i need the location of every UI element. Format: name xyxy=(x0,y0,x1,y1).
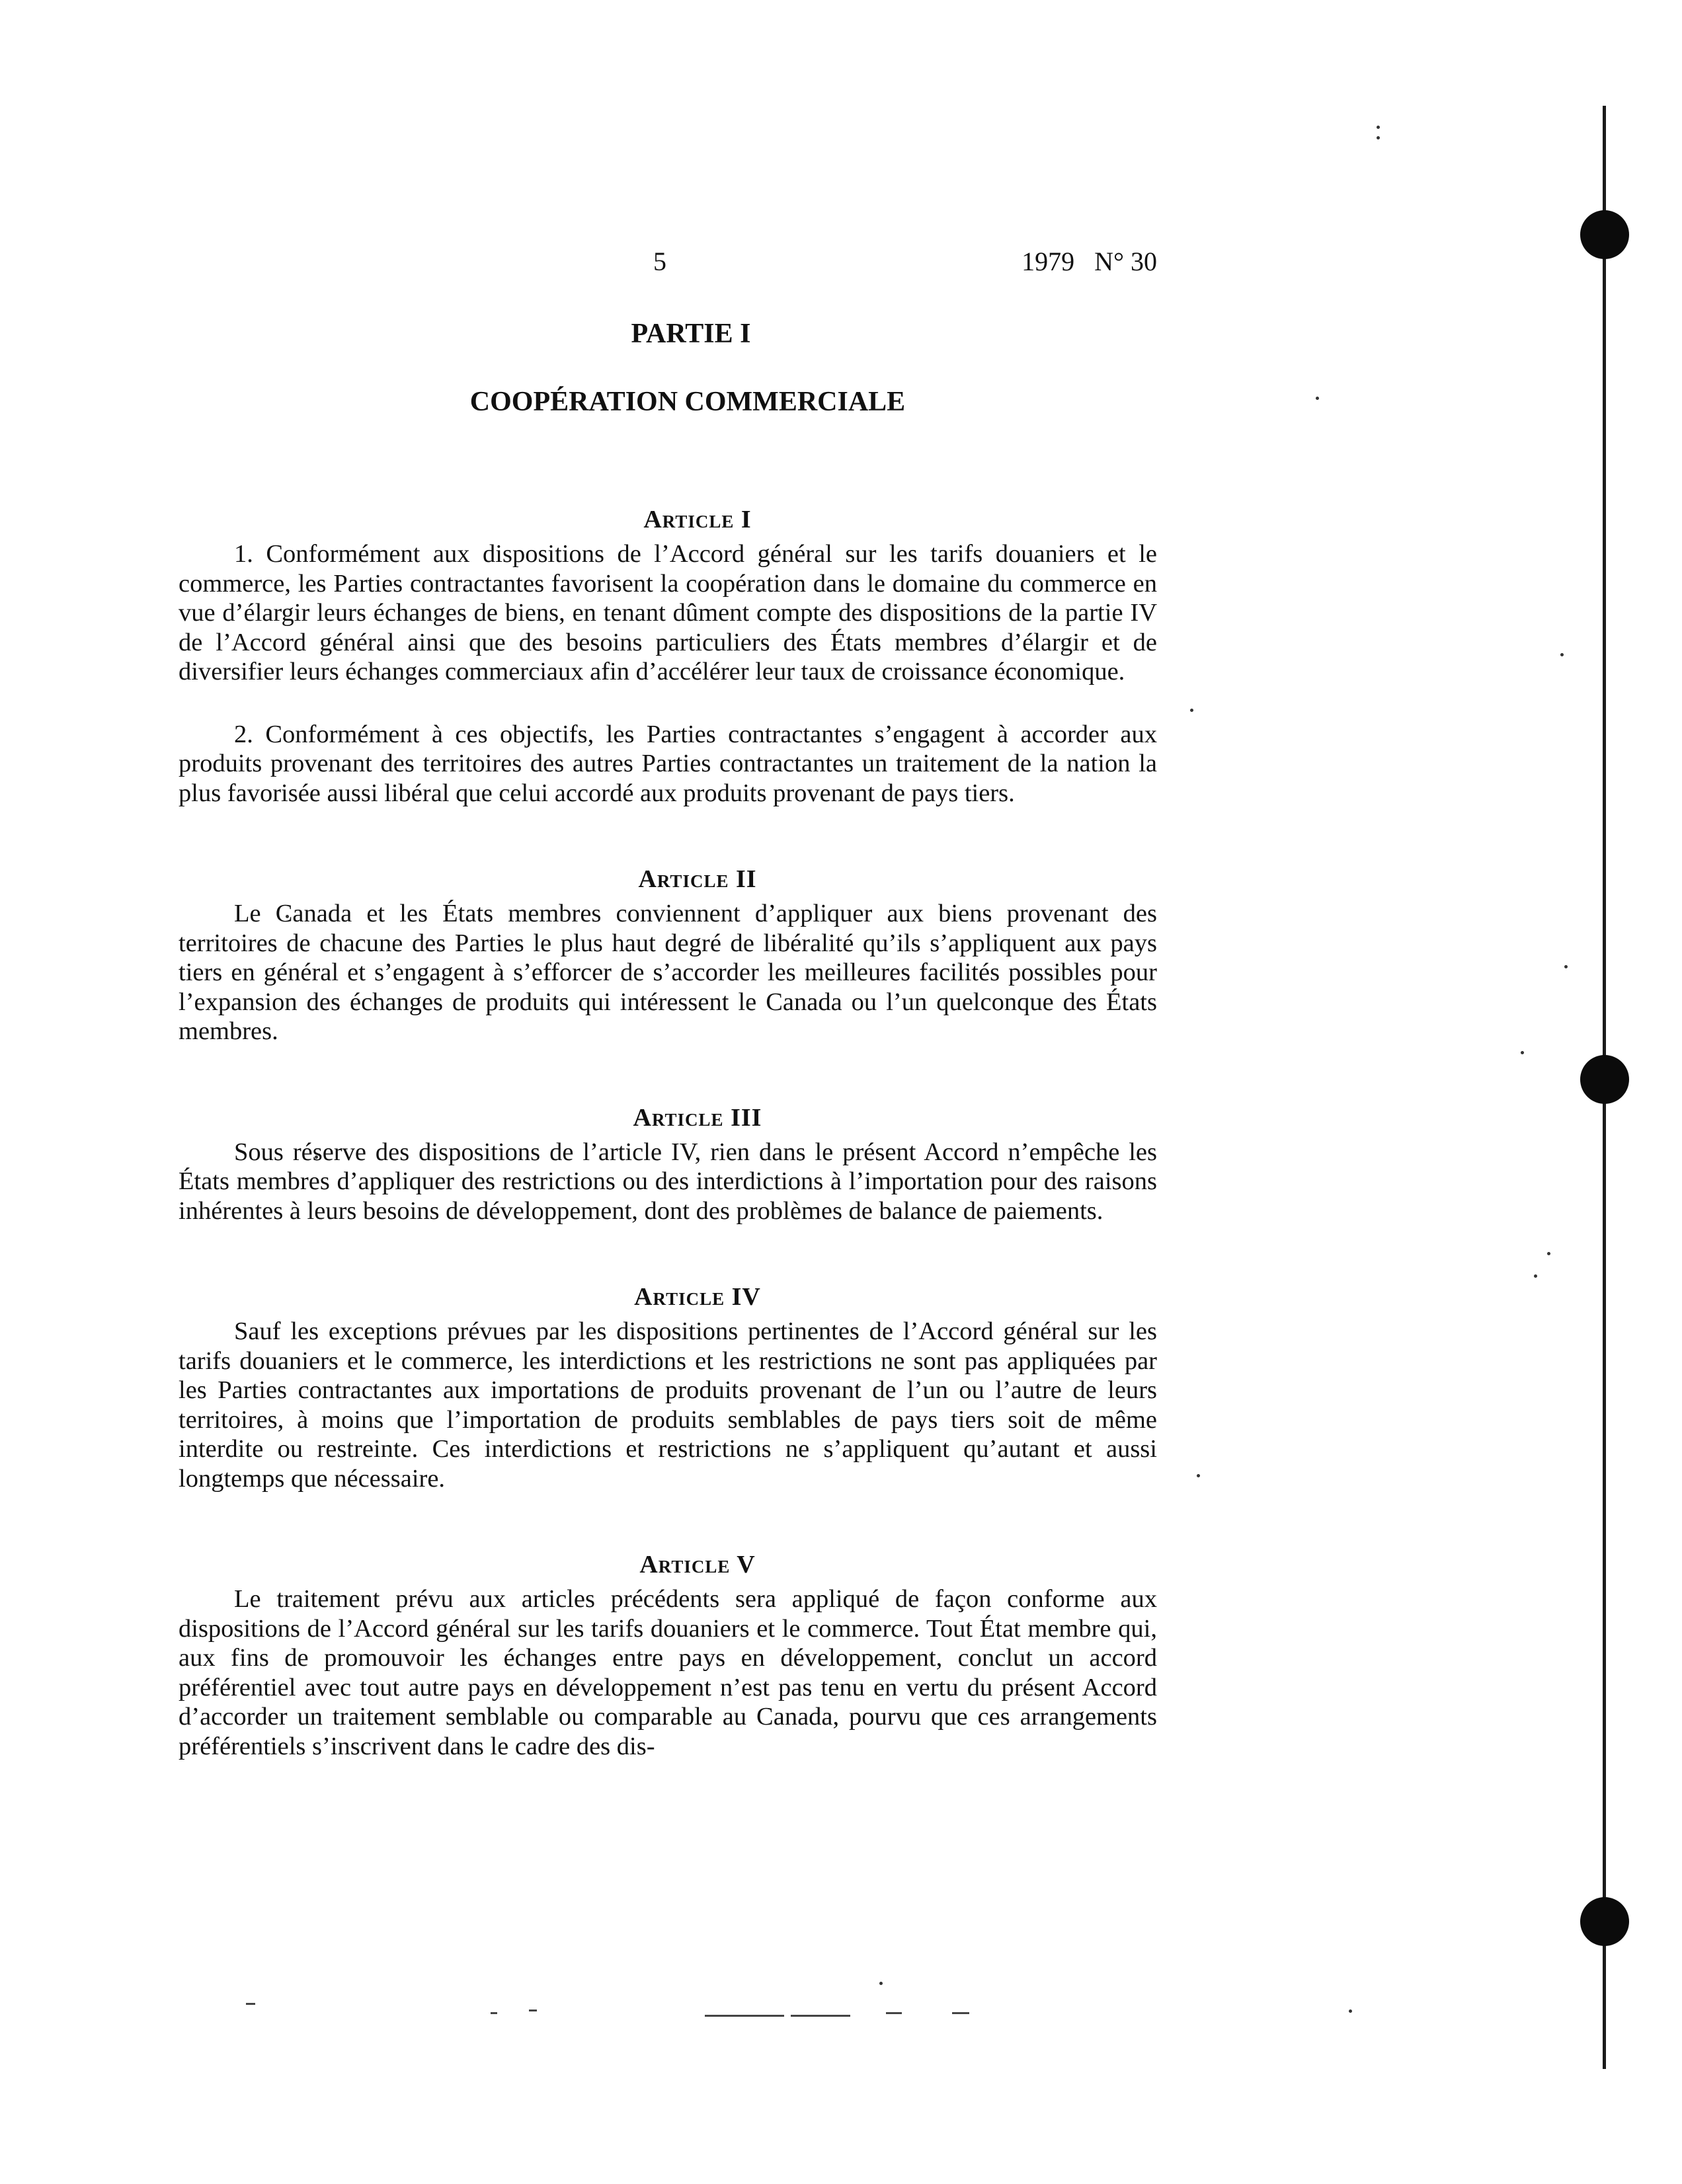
punch-hole-middle xyxy=(1580,1055,1629,1104)
punch-hole-bottom xyxy=(1580,1897,1629,1946)
scan-speck xyxy=(1316,397,1319,400)
article-paragraph: 1. Conformément aux dispositions de l’Accord général sur les tarifs douaniers et le commerce, les Parties contractantes favorisent la coopération dans le domaine du commerce en vue d’élargir leurs échanges de biens, en tenant dûment compte des dispositions de la partie IV de l’Accord général ainsi que des besoins particuliers des États membres d’élargir et de diversifier leurs échanges commerciaux afin d’accélérer leur taux de croissance économique. xyxy=(179,540,1157,685)
scan-speck xyxy=(1560,653,1564,656)
scan-speck xyxy=(1547,1252,1550,1255)
page-number: 5 xyxy=(653,247,666,276)
article-paragraph: Sauf les exceptions prévues par les dispositions pertinentes de l’Accord général sur les tarifs douaniers et le commerce, les interdictions et les restrictions ne sont pas appliquées par les Parties contractantes aux importations de produits provenant de l’un ou l’autre de leurs territoires, à moins que l’importation de produits semblables de pays tiers soit de même interdite ou restreinte. Ces interdictions et restrictions ne s’appliquent qu’autant et aussi longtemps que nécessaire. xyxy=(179,1317,1157,1493)
punch-hole-top xyxy=(1580,210,1629,259)
part-title: PARTIE I xyxy=(631,319,751,349)
year-reference: 1979 N° 30 xyxy=(1021,247,1157,276)
scan-mark xyxy=(529,2009,537,2011)
scan-mark xyxy=(791,2015,850,2017)
article-4 xyxy=(179,1277,1157,1493)
scan-speck xyxy=(1349,2009,1352,2013)
scan-mark xyxy=(952,2012,969,2014)
scan-mark xyxy=(246,2003,255,2005)
article-heading: Article II xyxy=(638,865,757,893)
article-2 xyxy=(179,859,1157,1046)
scan-speck xyxy=(1377,126,1380,129)
spacer xyxy=(179,447,1157,500)
article-heading: Article I xyxy=(643,506,752,533)
article-paragraph: Sous réserve des dispositions de l’article IV, rien dans le présent Accord n’empêche les États membres d’appliquer des restrictions ou des interdictions à l’importation pour des raisons inhérentes à leurs besoins de développement, dont des problèmes de balance de paiements. xyxy=(179,1138,1157,1225)
scan-speck xyxy=(1564,965,1568,968)
article-paragraph: Le traitement prévu aux articles précédents sera appliqué de façon conforme aux dispositions de l’Accord général sur les tarifs douaniers et le commerce. Tout État membre qui, aux fins de promouvoir les échanges entre pays en développement, conclut un accord préférentiel avec tout autre pays en développement n’est pas tenu en vertu du présent Accord d’accorder un traitement semblable ou comparable au Canada, pourvu que ces arrangements préférentiels s’inscrivent dans le cadre des dis- xyxy=(179,1585,1157,1760)
page-header xyxy=(179,246,1157,286)
spacer xyxy=(179,808,1157,859)
spacer xyxy=(179,1493,1157,1545)
article-heading: Article V xyxy=(639,1551,756,1579)
part-subtitle: COOPÉRATION COMMERCIALE xyxy=(469,387,906,417)
spacer xyxy=(179,1226,1157,1277)
article-heading: Article IV xyxy=(634,1283,761,1311)
article-3 xyxy=(179,1098,1157,1226)
scan-speck xyxy=(1521,1051,1524,1054)
article-paragraph: 2. Conformément à ces objectifs, les Parties contractantes s’engagent à accorder aux produits provenant des territoires des autres Parties contractantes un traitement de la nation la plus favorisée aussi libéral que celui accordé aux produits provenant de pays tiers. xyxy=(179,720,1157,807)
article-paragraph: Le Canada et les États membres conviennent d’appliquer aux biens provenant des territoires de chacune des Parties le plus haut degré de libéralité qu’ils s’appliquent aux pays tiers en général et s’engagent à s’efforcer de s’accorder les meilleures facilités possibles pour l’expansion des échanges de produits qui intéressent le Canada ou l’un quelconque des États membres. xyxy=(179,900,1157,1045)
scan-speck xyxy=(1190,709,1193,712)
scan-speck xyxy=(1197,1474,1200,1477)
spacer xyxy=(179,687,1157,720)
scan-speck xyxy=(1377,136,1380,139)
scan-mark xyxy=(705,2015,784,2017)
article-heading: Article III xyxy=(633,1103,762,1132)
article-1 xyxy=(179,500,1157,808)
article-5 xyxy=(179,1545,1157,1761)
spacer xyxy=(179,1046,1157,1098)
scan-speck xyxy=(1534,1274,1537,1278)
document-body xyxy=(179,311,1157,1761)
scan-mark xyxy=(491,2012,497,2014)
scan-mark xyxy=(886,2012,902,2014)
scan-speck xyxy=(879,1982,883,1985)
